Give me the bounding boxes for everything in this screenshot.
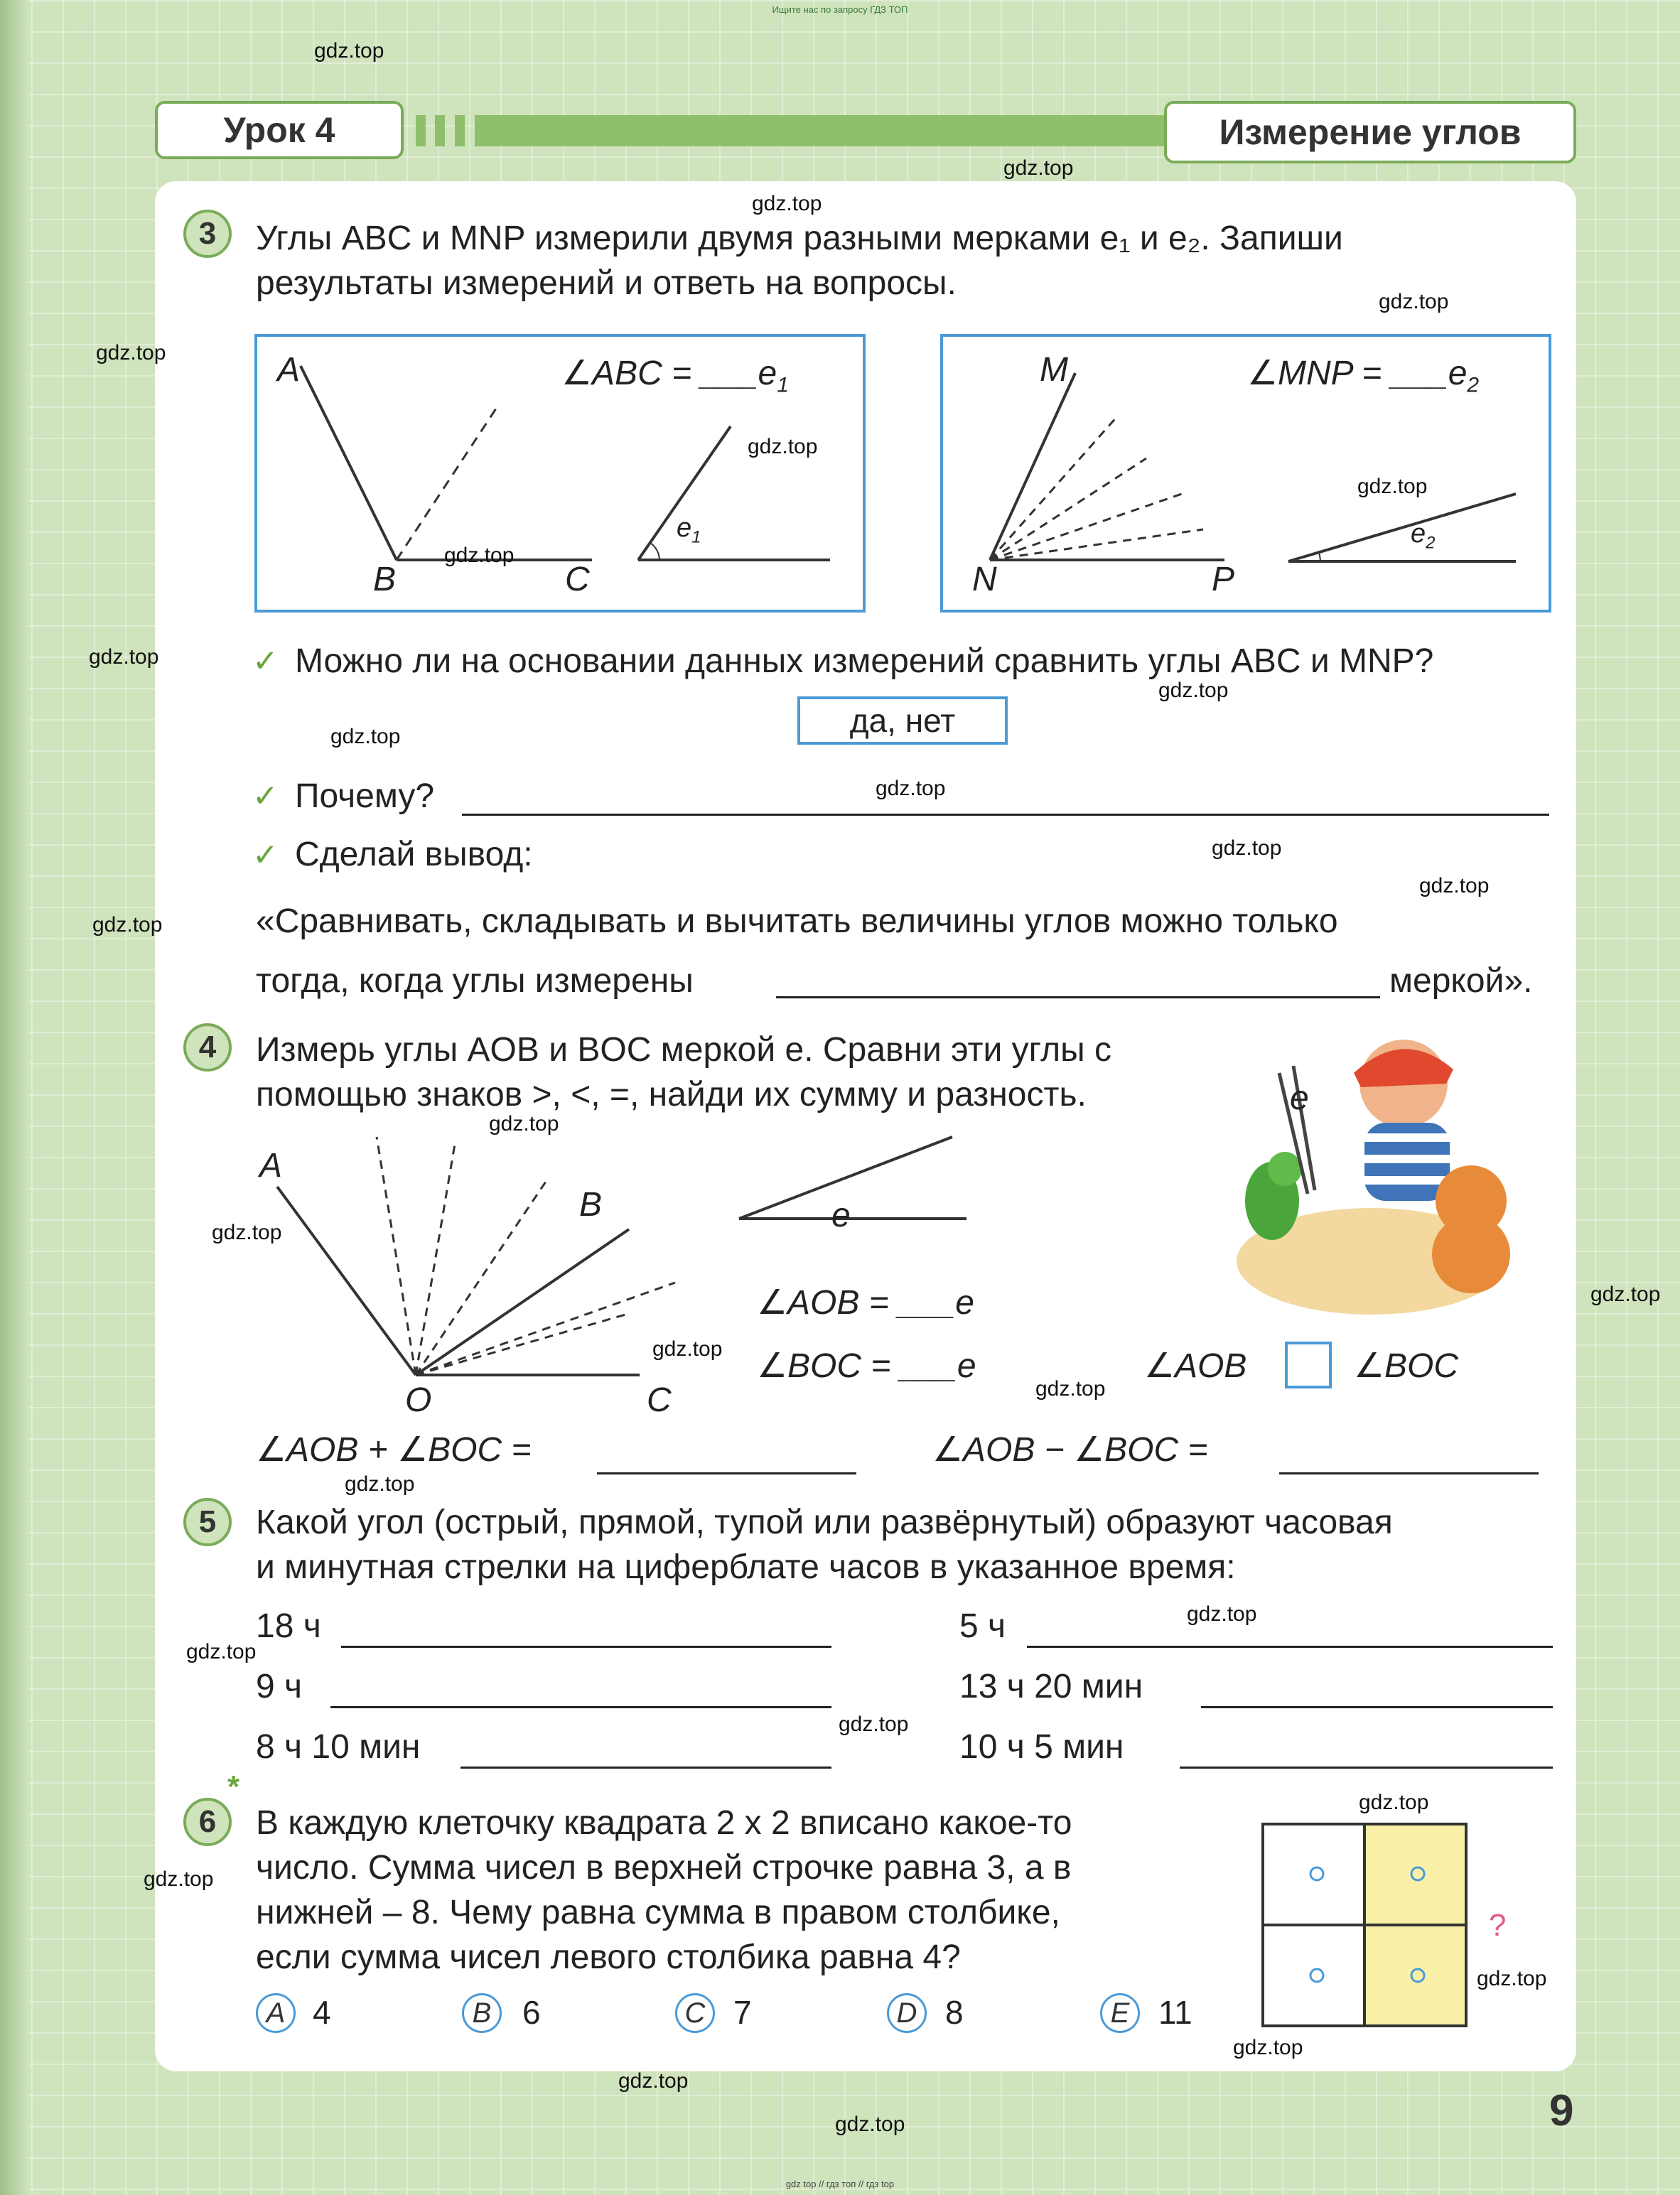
check-icon: ✓ bbox=[252, 779, 279, 814]
answer-line-time[interactable] bbox=[330, 1706, 831, 1708]
angle-mnp-equation: ∠MNP = $\_\_\_e_2$ bbox=[1247, 355, 1480, 397]
answer-line-diff[interactable] bbox=[1279, 1472, 1539, 1474]
answer-line-time[interactable] bbox=[1027, 1646, 1553, 1648]
answer-line-time[interactable] bbox=[1201, 1706, 1553, 1708]
conclusion-line1: «Сравнивать, складывать и вычитать величины углов можно только bbox=[256, 902, 1338, 940]
answer-line-why[interactable] bbox=[462, 814, 1549, 816]
conclusion-line2: тогда, когда углы измерены bbox=[256, 962, 694, 1000]
task3-text-line2: результаты измерений и ответь на вопросы. bbox=[256, 264, 957, 302]
watermark: gdz.top bbox=[835, 2113, 905, 2136]
watermark: gdz.top bbox=[186, 1640, 257, 1663]
header-stripe bbox=[416, 115, 426, 146]
header-stripe bbox=[435, 115, 445, 146]
boc-equation: ∠BOC = ___e bbox=[757, 1347, 976, 1385]
option-E[interactable]: E bbox=[1100, 1993, 1140, 2033]
header-stripe bbox=[455, 115, 465, 146]
watermark: gdz.top bbox=[96, 341, 166, 365]
task3-question3: Сделай вывод: bbox=[295, 836, 533, 873]
unit-e2: $e_2$ bbox=[1411, 519, 1436, 553]
pirate-illustration bbox=[1229, 1016, 1542, 1329]
question-mark: ? bbox=[1489, 1908, 1507, 1943]
star-icon: * bbox=[227, 1769, 240, 1804]
task6-text-line2: число. Сумма чисел в верхней строчке равна 3, а в bbox=[256, 1849, 1072, 1887]
time-label: 8 ч 10 мин bbox=[256, 1728, 421, 1766]
watermark: gdz.top bbox=[618, 2069, 689, 2093]
angle-abc-equation: ∠ABC = $\_\_\_e_1$ bbox=[561, 355, 789, 397]
watermark: gdz.top bbox=[345, 1472, 415, 1496]
task3-question2: Почему? bbox=[295, 777, 435, 815]
label-A: A bbox=[277, 351, 301, 389]
check-icon: ✓ bbox=[252, 838, 279, 873]
answer-options-box[interactable]: да, нет bbox=[797, 696, 1008, 745]
watermark: gdz.top bbox=[752, 192, 822, 215]
label-C: C bbox=[647, 1381, 672, 1419]
task6-text-line3: нижней – 8. Чему равна сумма в правом столбике, bbox=[256, 1894, 1060, 1931]
watermark: gdz.top bbox=[1590, 1283, 1661, 1306]
answer-line-sum[interactable] bbox=[597, 1472, 856, 1474]
watermark: gdz.top bbox=[1003, 156, 1074, 180]
watermark: gdz.top bbox=[839, 1713, 909, 1736]
top-note: Ищите нас по запросу ГДЗ ТОП bbox=[772, 4, 908, 15]
task6-text-line1: В каждую клеточку квадрата 2 х 2 вписано какое-то bbox=[256, 1804, 1072, 1842]
watermark: gdz.top bbox=[1379, 290, 1449, 313]
lesson-label: Урок 4 bbox=[155, 101, 404, 159]
time-label: 5 ч bbox=[959, 1607, 1006, 1645]
option-D[interactable]: D bbox=[887, 1993, 927, 2033]
grid-2x2 bbox=[1261, 1823, 1475, 2036]
time-label: 9 ч bbox=[256, 1668, 303, 1705]
watermark: gdz.top bbox=[1158, 679, 1229, 702]
watermark: gdz.top bbox=[1357, 475, 1428, 498]
watermark: gdz.top bbox=[314, 39, 384, 63]
watermark: gdz.top bbox=[92, 913, 163, 937]
time-label: 10 ч 5 мин bbox=[959, 1728, 1124, 1766]
task5-text-line1: Какой угол (острый, прямой, тупой или развёрнутый) образуют часовая bbox=[256, 1504, 1393, 1541]
label-A: A bbox=[259, 1147, 283, 1185]
answer-line-time[interactable] bbox=[461, 1767, 831, 1769]
watermark: gdz.top bbox=[444, 544, 515, 567]
option-E-value: 11 bbox=[1158, 1994, 1192, 2031]
page-title: Измерение углов bbox=[1164, 101, 1576, 163]
option-C[interactable]: C bbox=[675, 1993, 715, 2033]
watermark: gdz.top bbox=[1035, 1377, 1106, 1401]
task-number-6: 6 bbox=[183, 1798, 232, 1846]
label-C: C bbox=[565, 561, 590, 598]
label-M: M bbox=[1040, 351, 1068, 389]
time-label: 18 ч bbox=[256, 1607, 321, 1645]
task4-text-line2: помощью знаков >, <, =, найди их сумму и разность. bbox=[256, 1076, 1087, 1113]
task5-text-line2: и минутная стрелки на циферблате часов в указанное время: bbox=[256, 1548, 1236, 1586]
option-B-value: 6 bbox=[522, 1994, 541, 2031]
watermark: gdz.top bbox=[1477, 1967, 1547, 1990]
task3-text-line1: Углы ABC и MNP измерили двумя разными мерками e₁ и e₂. Запиши bbox=[256, 220, 1343, 257]
sum-equation: ∠AOB + ∠BOC = bbox=[256, 1431, 532, 1469]
page-spine bbox=[0, 0, 28, 2195]
option-A[interactable]: A bbox=[256, 1993, 296, 2033]
label-B: B bbox=[579, 1186, 603, 1224]
aob-equation: ∠AOB = ___e bbox=[757, 1284, 974, 1322]
compare-left: ∠AOB bbox=[1144, 1347, 1247, 1385]
watermark: gdz.top bbox=[1359, 1791, 1429, 1814]
option-A-value: 4 bbox=[313, 1994, 331, 2031]
unit-e: e bbox=[831, 1197, 851, 1234]
task3-question1: Можно ли на основании данных измерений сравнить углы ABC и MNP? bbox=[295, 642, 1434, 680]
task-number-3: 3 bbox=[183, 210, 232, 258]
watermark: gdz.top bbox=[1212, 836, 1282, 860]
bottom-note: gdz top // гдз топ // гдз top bbox=[785, 2179, 895, 2189]
answer-line-time[interactable] bbox=[1180, 1767, 1553, 1769]
watermark: gdz.top bbox=[144, 1867, 214, 1891]
watermark: gdz.top bbox=[489, 1112, 559, 1136]
option-B[interactable]: B bbox=[462, 1993, 502, 2033]
header-stripe bbox=[475, 115, 1164, 146]
conclusion-end: меркой». bbox=[1389, 962, 1533, 1000]
task-number-4: 4 bbox=[183, 1023, 232, 1072]
option-D-value: 8 bbox=[945, 1994, 964, 2031]
illustration-letter-e: e bbox=[1290, 1079, 1309, 1117]
task-number-5: 5 bbox=[183, 1498, 232, 1546]
label-N: N bbox=[972, 561, 997, 598]
unit-e1: $e_1$ bbox=[677, 513, 701, 547]
page-number: 9 bbox=[1549, 2086, 1574, 2135]
label-B: B bbox=[373, 561, 397, 598]
option-C-value: 7 bbox=[733, 1994, 752, 2031]
time-label: 13 ч 20 мин bbox=[959, 1668, 1143, 1705]
watermark: gdz.top bbox=[748, 435, 818, 458]
watermark: gdz.top bbox=[1419, 874, 1490, 897]
watermark: gdz.top bbox=[89, 645, 159, 669]
watermark: gdz.top bbox=[212, 1221, 282, 1244]
task6-text-line4: если сумма чисел левого столбика равна 4? bbox=[256, 1938, 961, 1976]
answer-line-conclusion[interactable] bbox=[776, 996, 1380, 998]
label-P: P bbox=[1212, 561, 1235, 598]
task4-text-line1: Измерь углы AOB и BOC меркой e. Сравни эти углы с bbox=[256, 1031, 1111, 1069]
watermark: gdz.top bbox=[1233, 2036, 1303, 2059]
compare-sign-box[interactable] bbox=[1285, 1342, 1332, 1388]
watermark: gdz.top bbox=[330, 725, 401, 748]
compare-right: ∠BOC bbox=[1354, 1347, 1459, 1385]
answer-line-time[interactable] bbox=[341, 1646, 831, 1648]
watermark: gdz.top bbox=[1187, 1602, 1257, 1626]
label-O: O bbox=[405, 1381, 432, 1419]
watermark: gdz.top bbox=[652, 1337, 723, 1361]
diff-equation: ∠AOB − ∠BOC = bbox=[932, 1431, 1208, 1469]
watermark: gdz.top bbox=[876, 777, 946, 800]
check-icon: ✓ bbox=[252, 644, 279, 679]
